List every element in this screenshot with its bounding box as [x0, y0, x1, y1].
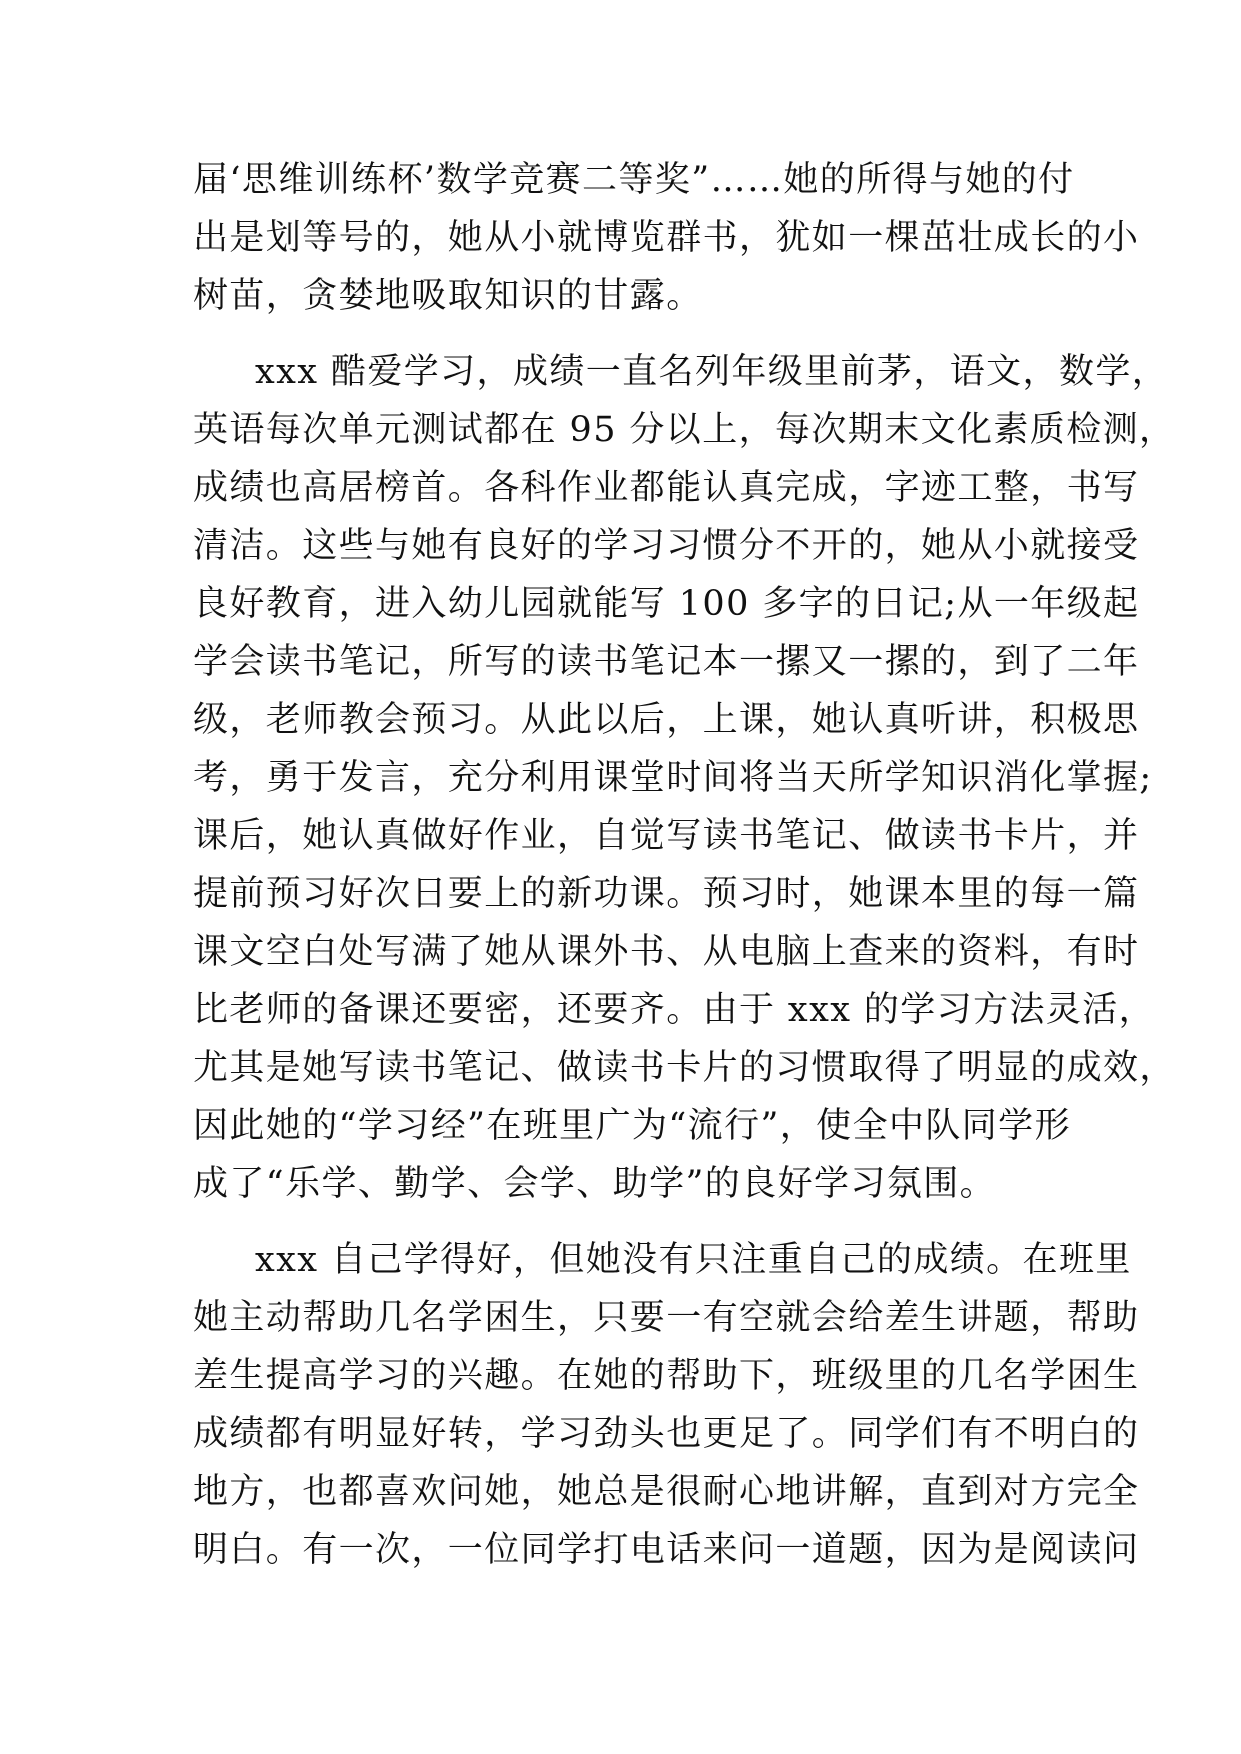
text-line: xxx 酷爱学习，成绩一直名列年级里前茅，语文，数学，	[255, 352, 1169, 392]
text-line: 因此她的“学习经”在班里广为“流行”，使全中队同学形	[193, 1106, 1071, 1146]
text-line: 届‘思维训练杯’数学竞赛二等奖”……她的所得与她的付	[193, 160, 1075, 200]
text-line: 课后，她认真做好作业，自觉写读书笔记、做读书卡片，并	[193, 816, 1140, 856]
text-line: 成绩都有明显好转，学习劲头也更足了。同学们有不明白的	[193, 1414, 1140, 1454]
text-line: 课文空白处写满了她从课外书、从电脑上查来的资料，有时	[193, 932, 1140, 972]
text-line: 清洁。这些与她有良好的学习习惯分不开的，她从小就接受	[193, 526, 1140, 566]
text-line: 出是划等号的，她从小就博览群书，犹如一棵茁壮成长的小	[193, 218, 1140, 258]
text-line: 英语每次单元测试都在 95 分以上，每次期末文化素质检测，	[193, 410, 1176, 450]
text-line: 提前预习好次日要上的新功课。预习时，她课本里的每一篇	[193, 874, 1140, 914]
text-line: 差生提高学习的兴趣。在她的帮助下，班级里的几名学困生	[193, 1356, 1140, 1396]
text-line: 成了“乐学、勤学、会学、助学”的良好学习氛围。	[193, 1164, 996, 1204]
text-line: 明白。有一次，一位同学打电话来问一道题，因为是阅读问	[193, 1530, 1140, 1570]
text-line: 级，老师教会预习。从此以后，上课，她认真听讲，积极思	[193, 700, 1140, 740]
text-line: 尤其是她写读书笔记、做读书卡片的习惯取得了明显的成效，	[193, 1048, 1176, 1088]
text-line: 成绩也高居榜首。各科作业都能认真完成，字迹工整，书写	[193, 468, 1140, 508]
text-line: 学会读书笔记，所写的读书笔记本一摞又一摞的，到了二年	[193, 642, 1140, 682]
text-line: 考，勇于发言，充分利用课堂时间将当天所学知识消化掌握;	[193, 758, 1153, 798]
text-line: 她主动帮助几名学困生，只要一有空就会给差生讲题，帮助	[193, 1298, 1140, 1338]
text-line: 树苗，贪婪地吸取知识的甘露。	[193, 276, 703, 316]
text-line: 良好教育，进入幼儿园就能写 100 多字的日记;从一年级起	[193, 584, 1140, 624]
text-line: 比老师的备课还要密，还要齐。由于 xxx 的学习方法灵活，	[193, 990, 1156, 1030]
text-line: 地方，也都喜欢问她，她总是很耐心地讲解，直到对方完全	[193, 1472, 1140, 1512]
text-line: xxx 自己学得好，但她没有只注重自己的成绩。在班里	[255, 1240, 1132, 1280]
